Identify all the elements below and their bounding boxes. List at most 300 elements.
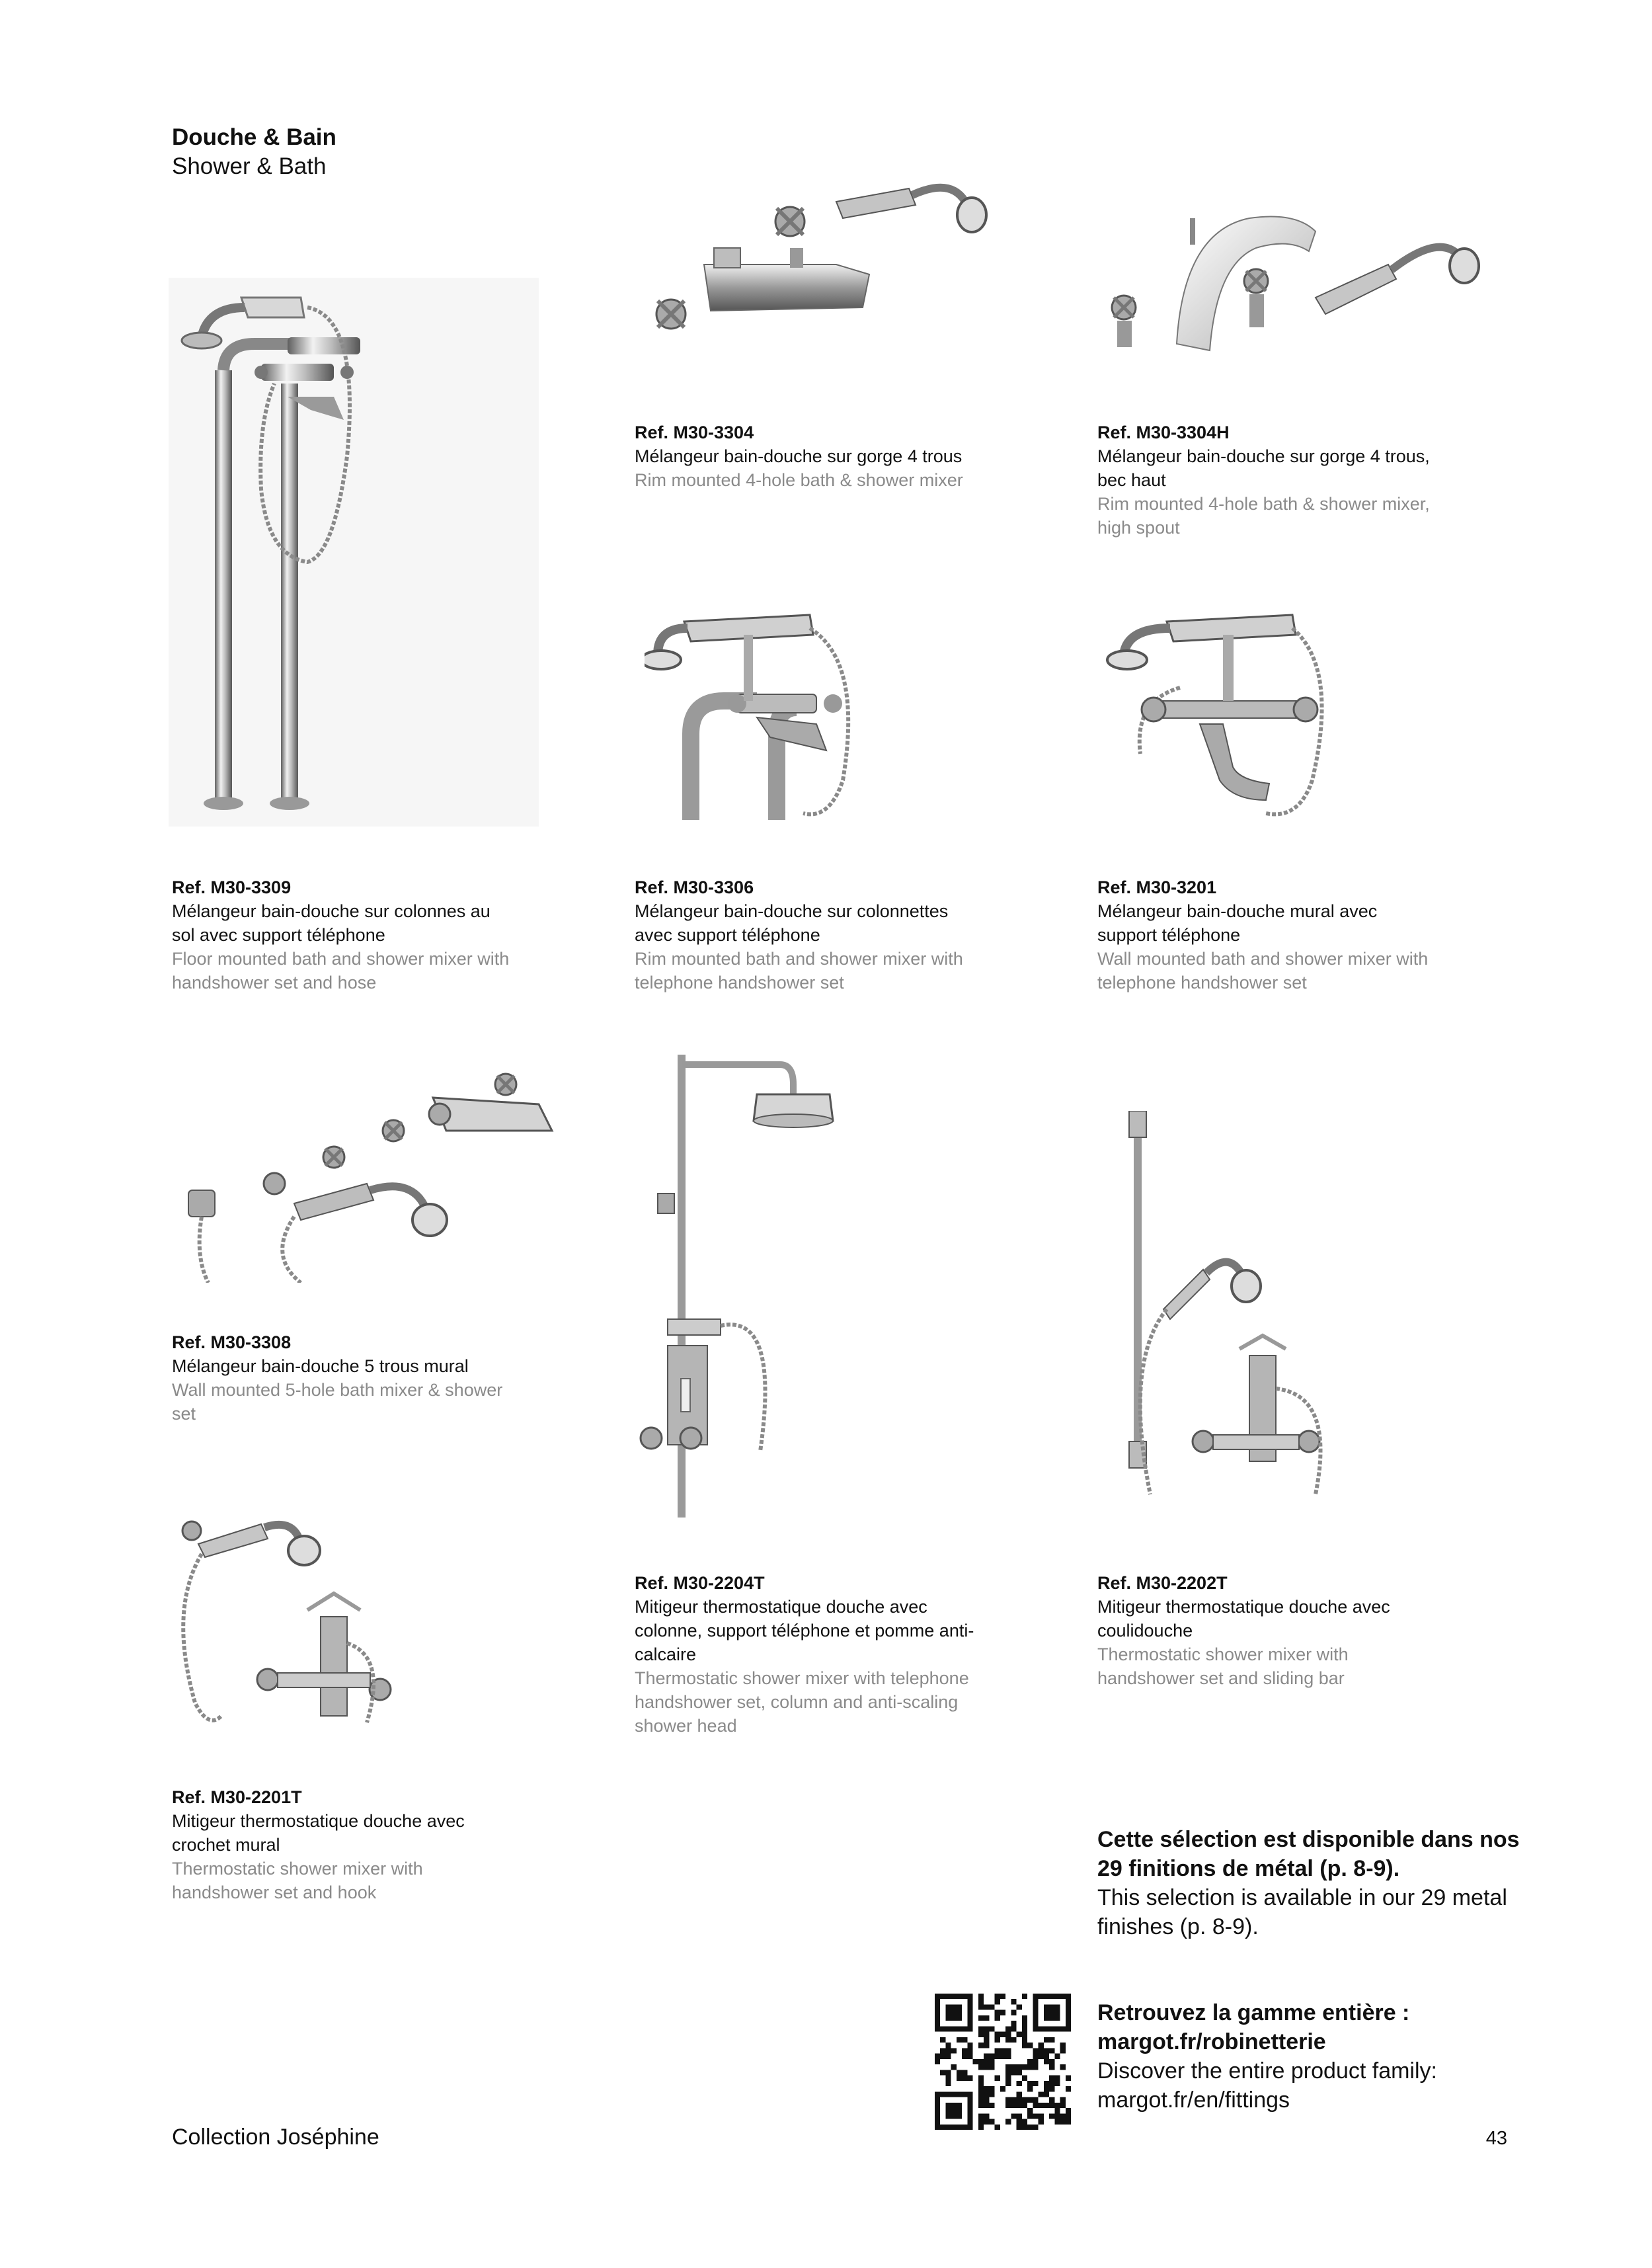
qr-module bbox=[1039, 2048, 1044, 2053]
qr-module bbox=[1027, 2108, 1033, 2113]
product-desc-en: Wall mounted 5-hole bath mixer & shower set bbox=[172, 1380, 503, 1424]
qr-module bbox=[962, 2037, 967, 2043]
qr-module bbox=[995, 2076, 1000, 2081]
qr-module bbox=[984, 2032, 989, 2037]
qr-module bbox=[1005, 2097, 1011, 2103]
qr-module bbox=[978, 2097, 984, 2103]
qr-module bbox=[957, 2015, 962, 2021]
qr-module bbox=[1017, 2032, 1022, 2037]
qr-module bbox=[967, 2113, 972, 2119]
qr-module bbox=[1054, 2026, 1060, 2031]
qr-module bbox=[989, 2064, 994, 2070]
qr-module bbox=[978, 2081, 984, 2086]
qr-module bbox=[1060, 2103, 1066, 2108]
product-desc-fr: Mélangeur bain-douche sur gorge 4 trous, bec haut bbox=[1097, 446, 1430, 490]
qr-module bbox=[1005, 2037, 1011, 2043]
qr-module bbox=[940, 1994, 945, 1999]
qr-module bbox=[1044, 2015, 1049, 2021]
qr-module bbox=[1005, 2103, 1011, 2108]
qr-module bbox=[1022, 2026, 1027, 2031]
qr-module bbox=[1044, 2037, 1049, 2043]
qr-module bbox=[1049, 2004, 1054, 2009]
qr-module bbox=[984, 2037, 989, 2043]
qr-module bbox=[1066, 2086, 1071, 2091]
qr-module bbox=[1000, 2032, 1005, 2037]
qr-module bbox=[1011, 2026, 1016, 2031]
product-desc-en: Thermostatic shower mixer with telephone handshower set, column and anti-scaling shower head bbox=[635, 1668, 969, 1736]
qr-module bbox=[957, 1994, 962, 1999]
qr-module bbox=[957, 2076, 962, 2081]
qr-module bbox=[951, 2091, 957, 2097]
qr-module bbox=[1054, 2108, 1060, 2113]
qr-module bbox=[935, 2119, 940, 2125]
qr-module bbox=[945, 2043, 951, 2048]
qr-module bbox=[1022, 2015, 1027, 2021]
qr-module bbox=[1022, 2037, 1027, 2043]
qr-module bbox=[1000, 2054, 1005, 2059]
qr-module bbox=[1027, 2113, 1033, 2119]
qr-module bbox=[1049, 2097, 1054, 2103]
qr-module bbox=[967, 1994, 972, 1999]
qr-module bbox=[1049, 2010, 1054, 2015]
qr-module bbox=[940, 2054, 945, 2059]
qr-module bbox=[1066, 2021, 1071, 2026]
qr-module bbox=[1033, 2064, 1038, 2070]
qr-module bbox=[1027, 2043, 1033, 2048]
qr-module bbox=[995, 2015, 1000, 2021]
qr-module bbox=[1060, 2048, 1066, 2053]
qr-module bbox=[1033, 1994, 1038, 1999]
qr-module bbox=[1033, 2015, 1038, 2021]
product-m30-3309 bbox=[172, 875, 516, 994]
qr-module bbox=[1054, 2119, 1060, 2125]
qr-module bbox=[967, 2091, 972, 2097]
qr-module bbox=[1044, 2010, 1049, 2015]
qr-module bbox=[1044, 2004, 1049, 2009]
qr-module bbox=[967, 2026, 972, 2031]
availability-en: This selection is available in our 29 metal finishes (p. 8-9). bbox=[1097, 1885, 1507, 1939]
qr-module bbox=[935, 2010, 940, 2015]
qr-module bbox=[962, 2076, 967, 2081]
qr-module bbox=[978, 2086, 984, 2091]
qr-module bbox=[1060, 2113, 1066, 2119]
qr-module bbox=[1049, 2113, 1054, 2119]
qr-module bbox=[978, 2119, 984, 2125]
qr-module bbox=[989, 2054, 994, 2059]
qr-module bbox=[935, 2097, 940, 2103]
qr-module bbox=[1033, 2059, 1038, 2064]
product-desc-en: Wall mounted bath and shower mixer with telephone handshower set bbox=[1097, 949, 1429, 992]
qr-module bbox=[1044, 2059, 1049, 2064]
qr-module bbox=[1000, 2086, 1005, 2091]
qr-module bbox=[1049, 2026, 1054, 2031]
product-desc-en: Thermostatic shower mixer with handshower set and sliding bar bbox=[1097, 1644, 1349, 1688]
qr-module bbox=[989, 2026, 994, 2031]
product-ref: Ref. M30-3306 bbox=[635, 877, 754, 897]
qr-module bbox=[1049, 2103, 1054, 2108]
qr-module bbox=[967, 2043, 972, 2048]
qr-module bbox=[984, 2086, 989, 2091]
product-image-m30-3308 bbox=[169, 1058, 565, 1283]
section-title-fr: Douche & Bain bbox=[172, 124, 336, 150]
qr-module bbox=[1033, 2125, 1038, 2130]
qr-module bbox=[1044, 2054, 1049, 2059]
qr-module bbox=[1017, 2125, 1022, 2130]
qr-module bbox=[1022, 1994, 1027, 1999]
qr-module bbox=[967, 2076, 972, 2081]
product-m30-2201t bbox=[172, 1785, 516, 1904]
qr-module bbox=[1060, 1994, 1066, 1999]
qr-module bbox=[995, 2048, 1000, 2053]
qr-module bbox=[962, 2070, 967, 2075]
availability-note bbox=[1097, 1825, 1520, 1941]
qr-module bbox=[1054, 2004, 1060, 2009]
product-m30-3304 bbox=[635, 421, 978, 492]
qr-module bbox=[1060, 2026, 1066, 2031]
qr-module bbox=[1011, 2113, 1016, 2119]
product-desc-fr: Mitigeur thermostatique douche avec crochet mural bbox=[172, 1811, 465, 1855]
qr-module bbox=[951, 2103, 957, 2108]
qr-code[interactable] bbox=[935, 1994, 1071, 2130]
qr-module bbox=[978, 2059, 984, 2064]
product-desc-fr: Mitigeur thermostatique douche avec coulidouche bbox=[1097, 1597, 1390, 1640]
qr-module bbox=[1027, 2064, 1033, 2070]
qr-module bbox=[1054, 2010, 1060, 2015]
qr-module bbox=[935, 2125, 940, 2130]
qr-module bbox=[1000, 2048, 1005, 2053]
product-m30-3308 bbox=[172, 1330, 516, 1426]
qr-module bbox=[1011, 2070, 1016, 2075]
qr-module bbox=[1066, 2015, 1071, 2021]
qr-module bbox=[1044, 2091, 1049, 2097]
product-image-m30-2202t bbox=[1097, 1111, 1349, 1521]
qr-module bbox=[1039, 1994, 1044, 1999]
discover-fr: Retrouvez la gamme entière : margot.fr/robinetterie bbox=[1097, 2000, 1410, 2054]
qr-module bbox=[1066, 2108, 1071, 2113]
product-desc-fr: Mélangeur bain-douche sur gorge 4 trous bbox=[635, 446, 963, 466]
qr-module bbox=[1005, 2048, 1011, 2053]
qr-module bbox=[945, 2113, 951, 2119]
qr-module bbox=[995, 1994, 1000, 1999]
qr-module bbox=[1005, 2032, 1011, 2037]
qr-module bbox=[984, 2097, 989, 2103]
qr-module bbox=[973, 2059, 978, 2064]
qr-module bbox=[935, 2113, 940, 2119]
qr-module bbox=[1022, 2076, 1027, 2081]
qr-module bbox=[1033, 2054, 1038, 2059]
qr-module bbox=[951, 2064, 957, 2070]
qr-module bbox=[1027, 2097, 1033, 2103]
qr-module bbox=[978, 2125, 984, 2130]
qr-module bbox=[951, 2125, 957, 2130]
qr-module bbox=[1044, 2081, 1049, 2086]
discover-note bbox=[1097, 1998, 1520, 2115]
qr-module bbox=[1005, 2076, 1011, 2081]
product-ref: Ref. M30-3304 bbox=[635, 423, 754, 442]
qr-module bbox=[1054, 2015, 1060, 2021]
qr-module bbox=[945, 2125, 951, 2130]
qr-module bbox=[1044, 2086, 1049, 2091]
qr-module bbox=[951, 2113, 957, 2119]
qr-module bbox=[1033, 2026, 1038, 2031]
qr-module bbox=[935, 1994, 940, 1999]
qr-module bbox=[1066, 2026, 1071, 2031]
qr-module bbox=[1005, 2119, 1011, 2125]
product-image-m30-2204t bbox=[628, 1055, 840, 1518]
qr-module bbox=[1049, 2086, 1054, 2091]
qr-module bbox=[940, 2037, 945, 2043]
qr-module bbox=[935, 2004, 940, 2009]
qr-module bbox=[1033, 2004, 1038, 2009]
qr-module bbox=[967, 2097, 972, 2103]
product-image-m30-3201 bbox=[1101, 582, 1345, 827]
qr-module bbox=[1027, 2125, 1033, 2130]
qr-module bbox=[1066, 2004, 1071, 2009]
qr-module bbox=[945, 2004, 951, 2009]
product-desc-en: Floor mounted bath and shower mixer with handshower set and hose bbox=[172, 949, 510, 992]
qr-module bbox=[1005, 2070, 1011, 2075]
qr-module bbox=[1044, 1994, 1049, 1999]
qr-module bbox=[978, 2004, 984, 2009]
qr-module bbox=[957, 2004, 962, 2009]
qr-module bbox=[940, 2125, 945, 2130]
qr-module bbox=[978, 2026, 984, 2031]
qr-module bbox=[945, 2070, 951, 2075]
qr-module bbox=[1017, 2091, 1022, 2097]
qr-module bbox=[1066, 2119, 1071, 2125]
qr-module bbox=[1066, 2010, 1071, 2015]
qr-module bbox=[935, 2103, 940, 2108]
qr-module bbox=[984, 2043, 989, 2048]
qr-module bbox=[978, 2091, 984, 2097]
qr-module bbox=[1011, 2097, 1016, 2103]
qr-module bbox=[957, 2125, 962, 2130]
qr-module bbox=[1039, 2091, 1044, 2097]
product-desc-fr: Mélangeur bain-douche sur colonnettes avec support téléphone bbox=[635, 901, 949, 945]
qr-module bbox=[1066, 2076, 1071, 2081]
qr-module bbox=[1033, 2081, 1038, 2086]
collection-name: Collection Joséphine bbox=[172, 2125, 379, 2150]
section-title bbox=[172, 123, 336, 181]
qr-module bbox=[957, 2026, 962, 2031]
qr-module bbox=[1049, 2076, 1054, 2081]
product-ref: Ref. M30-3309 bbox=[172, 877, 292, 897]
qr-module bbox=[1000, 1994, 1005, 1999]
qr-module bbox=[1066, 1994, 1071, 1999]
qr-module bbox=[951, 1994, 957, 1999]
product-m30-2204t bbox=[635, 1571, 978, 1738]
qr-module bbox=[1039, 2103, 1044, 2108]
qr-module bbox=[1017, 2103, 1022, 2108]
qr-module bbox=[1033, 2113, 1038, 2119]
qr-module bbox=[984, 2059, 989, 2064]
qr-module bbox=[945, 2103, 951, 2108]
qr-module bbox=[945, 2026, 951, 2031]
qr-module bbox=[967, 2010, 972, 2015]
qr-module bbox=[962, 1994, 967, 1999]
qr-module bbox=[1039, 2026, 1044, 2031]
product-desc-fr: Mélangeur bain-douche sur colonnes au sol avec support téléphone bbox=[172, 901, 491, 945]
qr-module bbox=[1039, 2113, 1044, 2119]
qr-module bbox=[984, 2103, 989, 2108]
qr-module bbox=[1022, 2097, 1027, 2103]
qr-module bbox=[1017, 2081, 1022, 2086]
qr-module bbox=[951, 2015, 957, 2021]
qr-module bbox=[1005, 2081, 1011, 2086]
qr-module bbox=[995, 2054, 1000, 2059]
section-title-en: Shower & Bath bbox=[172, 153, 327, 179]
qr-module bbox=[957, 2113, 962, 2119]
qr-module bbox=[1005, 2064, 1011, 2070]
qr-module bbox=[1054, 2054, 1060, 2059]
qr-module bbox=[1033, 2021, 1038, 2026]
qr-module bbox=[935, 2021, 940, 2026]
qr-module bbox=[984, 2015, 989, 2021]
product-m30-3304h bbox=[1097, 421, 1441, 540]
qr-module bbox=[967, 1999, 972, 2004]
qr-module bbox=[967, 2004, 972, 2009]
product-m30-2202t bbox=[1097, 1571, 1441, 1690]
qr-module bbox=[1054, 2076, 1060, 2081]
qr-module bbox=[1049, 2064, 1054, 2070]
qr-module bbox=[978, 1994, 984, 1999]
qr-module bbox=[940, 2070, 945, 2075]
qr-module bbox=[935, 2026, 940, 2031]
qr-module bbox=[962, 2054, 967, 2059]
qr-module bbox=[989, 2091, 994, 2097]
qr-module bbox=[1054, 2103, 1060, 2108]
product-image-m30-3304 bbox=[638, 169, 1008, 374]
product-ref: Ref. M30-2204T bbox=[635, 1573, 765, 1593]
qr-module bbox=[1017, 2097, 1022, 2103]
qr-module bbox=[1022, 2103, 1027, 2108]
product-m30-3306 bbox=[635, 875, 978, 994]
qr-module bbox=[1022, 2064, 1027, 2070]
qr-module bbox=[1044, 2048, 1049, 2053]
product-ref: Ref. M30-2201T bbox=[172, 1787, 302, 1807]
qr-module bbox=[1017, 2119, 1022, 2125]
qr-module bbox=[1011, 2021, 1016, 2026]
qr-module bbox=[1039, 2054, 1044, 2059]
availability-fr: Cette sélection est disponible dans nos 29 finitions de métal (p. 8-9). bbox=[1097, 1827, 1520, 1881]
qr-module bbox=[978, 2113, 984, 2119]
product-desc-en: Rim mounted bath and shower mixer with telephone handshower set bbox=[635, 949, 963, 992]
qr-module bbox=[951, 2010, 957, 2015]
qr-module bbox=[1022, 2043, 1027, 2048]
qr-module bbox=[1054, 2113, 1060, 2119]
qr-module bbox=[1033, 2103, 1038, 2108]
qr-module bbox=[951, 2026, 957, 2031]
qr-module bbox=[989, 2059, 994, 2064]
qr-module bbox=[1017, 2004, 1022, 2009]
qr-module bbox=[978, 2076, 984, 2081]
qr-module bbox=[1033, 1999, 1038, 2004]
product-image-m30-2201t bbox=[169, 1511, 413, 1736]
qr-module bbox=[978, 2064, 984, 2070]
qr-module bbox=[1022, 2125, 1027, 2130]
qr-module bbox=[940, 2048, 945, 2053]
qr-module bbox=[957, 2037, 962, 2043]
qr-module bbox=[962, 2125, 967, 2130]
qr-module bbox=[1027, 2086, 1033, 2091]
qr-module bbox=[945, 2015, 951, 2021]
qr-module bbox=[1011, 2103, 1016, 2108]
qr-module bbox=[957, 2010, 962, 2015]
qr-module bbox=[984, 2026, 989, 2031]
product-desc-en: Rim mounted 4-hole bath & shower mixer, high spout bbox=[1097, 494, 1430, 538]
qr-module bbox=[945, 2108, 951, 2113]
qr-module bbox=[995, 2010, 1000, 2015]
qr-module bbox=[967, 2021, 972, 2026]
qr-module bbox=[967, 2048, 972, 2053]
qr-module bbox=[1000, 2010, 1005, 2015]
qr-module bbox=[1022, 2021, 1027, 2026]
qr-module bbox=[1049, 2015, 1054, 2021]
qr-module bbox=[1049, 2037, 1054, 2043]
qr-module bbox=[1049, 2048, 1054, 2053]
product-desc-fr: Mélangeur bain-douche 5 trous mural bbox=[172, 1356, 469, 1376]
product-ref: Ref. M30-3308 bbox=[172, 1332, 292, 1352]
qr-module bbox=[989, 2103, 994, 2108]
qr-module bbox=[935, 2091, 940, 2097]
qr-module bbox=[978, 1999, 984, 2004]
qr-module bbox=[1011, 1999, 1016, 2004]
qr-module bbox=[967, 2015, 972, 2021]
qr-module bbox=[967, 2108, 972, 2113]
qr-module bbox=[1044, 2026, 1049, 2031]
product-image-m30-3304h bbox=[1097, 192, 1494, 370]
product-desc-fr: Mélangeur bain-douche mural avec support téléphone bbox=[1097, 901, 1378, 945]
qr-module bbox=[984, 2004, 989, 2009]
qr-module bbox=[1044, 2103, 1049, 2108]
qr-module bbox=[945, 2048, 951, 2053]
qr-module bbox=[1005, 2054, 1011, 2059]
qr-module bbox=[935, 2054, 940, 2059]
product-image-m30-3309 bbox=[169, 278, 539, 827]
qr-module bbox=[962, 2091, 967, 2097]
product-m30-3201 bbox=[1097, 875, 1441, 994]
qr-module bbox=[967, 2119, 972, 2125]
qr-module bbox=[957, 2070, 962, 2075]
qr-module bbox=[1005, 2026, 1011, 2031]
qr-module bbox=[935, 2108, 940, 2113]
qr-module bbox=[978, 2043, 984, 2048]
qr-module bbox=[984, 2091, 989, 2097]
qr-module bbox=[1022, 2032, 1027, 2037]
product-image-m30-3306 bbox=[645, 582, 889, 827]
qr-module bbox=[940, 2091, 945, 2097]
qr-module bbox=[951, 2048, 957, 2053]
qr-module bbox=[1011, 2010, 1016, 2015]
qr-module bbox=[957, 2108, 962, 2113]
qr-module bbox=[1039, 2119, 1044, 2125]
qr-module bbox=[984, 2064, 989, 2070]
qr-module bbox=[1060, 2064, 1066, 2070]
qr-module bbox=[1022, 2119, 1027, 2125]
qr-module bbox=[957, 2091, 962, 2097]
qr-module bbox=[989, 2119, 994, 2125]
qr-module bbox=[995, 1999, 1000, 2004]
qr-module bbox=[935, 1999, 940, 2004]
qr-module bbox=[1017, 2070, 1022, 2075]
qr-module bbox=[1027, 2081, 1033, 2086]
qr-module bbox=[1033, 2048, 1038, 2053]
qr-module bbox=[989, 2086, 994, 2091]
qr-module bbox=[989, 2004, 994, 2009]
product-desc-fr: Mitigeur thermostatique douche avec colonne, support téléphone et pomme anti-calcaire bbox=[635, 1597, 974, 1664]
qr-module bbox=[945, 2091, 951, 2097]
qr-module bbox=[1033, 2097, 1038, 2103]
